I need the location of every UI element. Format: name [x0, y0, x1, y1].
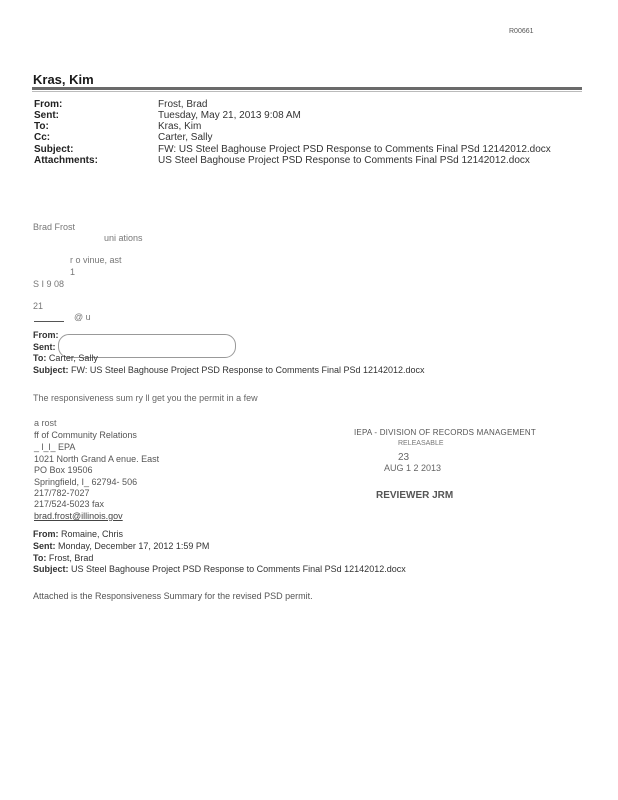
contact-office: ff of Community Relations — [34, 430, 137, 440]
stamp-reviewer: REVIEWER JRM — [376, 490, 454, 501]
contact-fax: 217/524-5023 fax — [34, 499, 105, 509]
page-id: R00661 — [509, 28, 534, 35]
fwd2-from-value: Romaine, Chris — [61, 529, 124, 539]
stamp-division: IEPA - DIVISION OF RECORDS MANAGEMENT — [354, 428, 536, 437]
fwd1-from-label: From: — [33, 330, 59, 340]
fwd1-subject-label: Subject: — [33, 365, 69, 375]
contact-phone: 217/782-7027 — [34, 488, 90, 498]
cc-label: Cc: — [34, 132, 51, 143]
contact-agency: _ l_l_ EPA — [34, 442, 76, 452]
mailbox-owner: Kras, Kim — [33, 72, 94, 87]
subject-label: Subject: — [34, 144, 74, 155]
header-rule — [32, 87, 582, 90]
sig-line: uni ations — [104, 233, 143, 243]
fwd1-body: The responsiveness sum ry ll get you the permit in a few — [33, 393, 258, 403]
cc-value: Carter, Sally — [158, 132, 213, 143]
stamp-date: AUG 1 2 2013 — [384, 463, 442, 473]
contact-pobox: PO Box 19506 — [34, 465, 93, 475]
sig-line: r o vinue, ast — [70, 255, 122, 265]
contact-street: 1021 North Grand A enue. East — [34, 454, 160, 464]
attachment-link[interactable]: US Steel Baghouse Project PSD Response to Comments Final PSd 12142012.docx — [158, 155, 530, 166]
stamp-number: 23 — [398, 452, 410, 463]
sig-underline — [34, 321, 64, 322]
sig-name: Brad Frost — [33, 222, 76, 232]
fwd1-to-label: To: — [33, 353, 47, 363]
fwd2-to-label: To: — [33, 553, 47, 563]
fwd2-body: Attached is the Responsiveness Summary for the revised PSD permit. — [33, 591, 313, 601]
fwd2-sent-value: Monday, December 17, 2012 1:59 PM — [58, 541, 210, 551]
sig-line: S I 9 08 — [33, 279, 65, 289]
sent-value: Tuesday, May 21, 2013 9:08 AM — [158, 110, 301, 121]
fwd1-subject-value: FW: US Steel Baghouse Project PSD Response to Comments Final PSd 12142012.docx — [71, 365, 425, 375]
fwd2-subject-label: Subject: — [33, 564, 69, 574]
sig-line: 21 — [33, 301, 44, 311]
to-value: Kras, Kim — [158, 121, 202, 132]
attachments-label: Attachments: — [34, 155, 98, 166]
fwd2-from-label: From: — [33, 529, 59, 539]
contact-name: a rost — [34, 418, 57, 428]
contact-city: Springfield, I_ 62794- 506 — [34, 477, 138, 487]
fwd1-sent-label: Sent: — [33, 342, 56, 352]
fwd2-sent-label: Sent: — [33, 541, 56, 551]
to-label: To: — [34, 121, 49, 132]
subject-value: FW: US Steel Baghouse Project PSD Response to Comments Final PSd 12142012.docx — [158, 144, 551, 155]
fwd1-to-value: Carter, Sally — [48, 353, 98, 363]
contact-email-link[interactable]: brad.frost@illinois.gov — [34, 511, 123, 521]
sig-line: 1 — [70, 267, 76, 277]
sig-line: @ u — [74, 312, 91, 322]
header-rule-thin — [32, 91, 582, 92]
fwd2-subject-value: US Steel Baghouse Project PSD Response to Comments Final PSd 12142012.docx — [71, 564, 406, 574]
sent-label: Sent: — [34, 110, 59, 121]
stamp-releasable: RELEASABLE — [398, 440, 444, 447]
fwd2-to-value: Frost, Brad — [48, 553, 94, 563]
from-label: From: — [34, 99, 63, 110]
from-value: Frost, Brad — [158, 99, 208, 110]
